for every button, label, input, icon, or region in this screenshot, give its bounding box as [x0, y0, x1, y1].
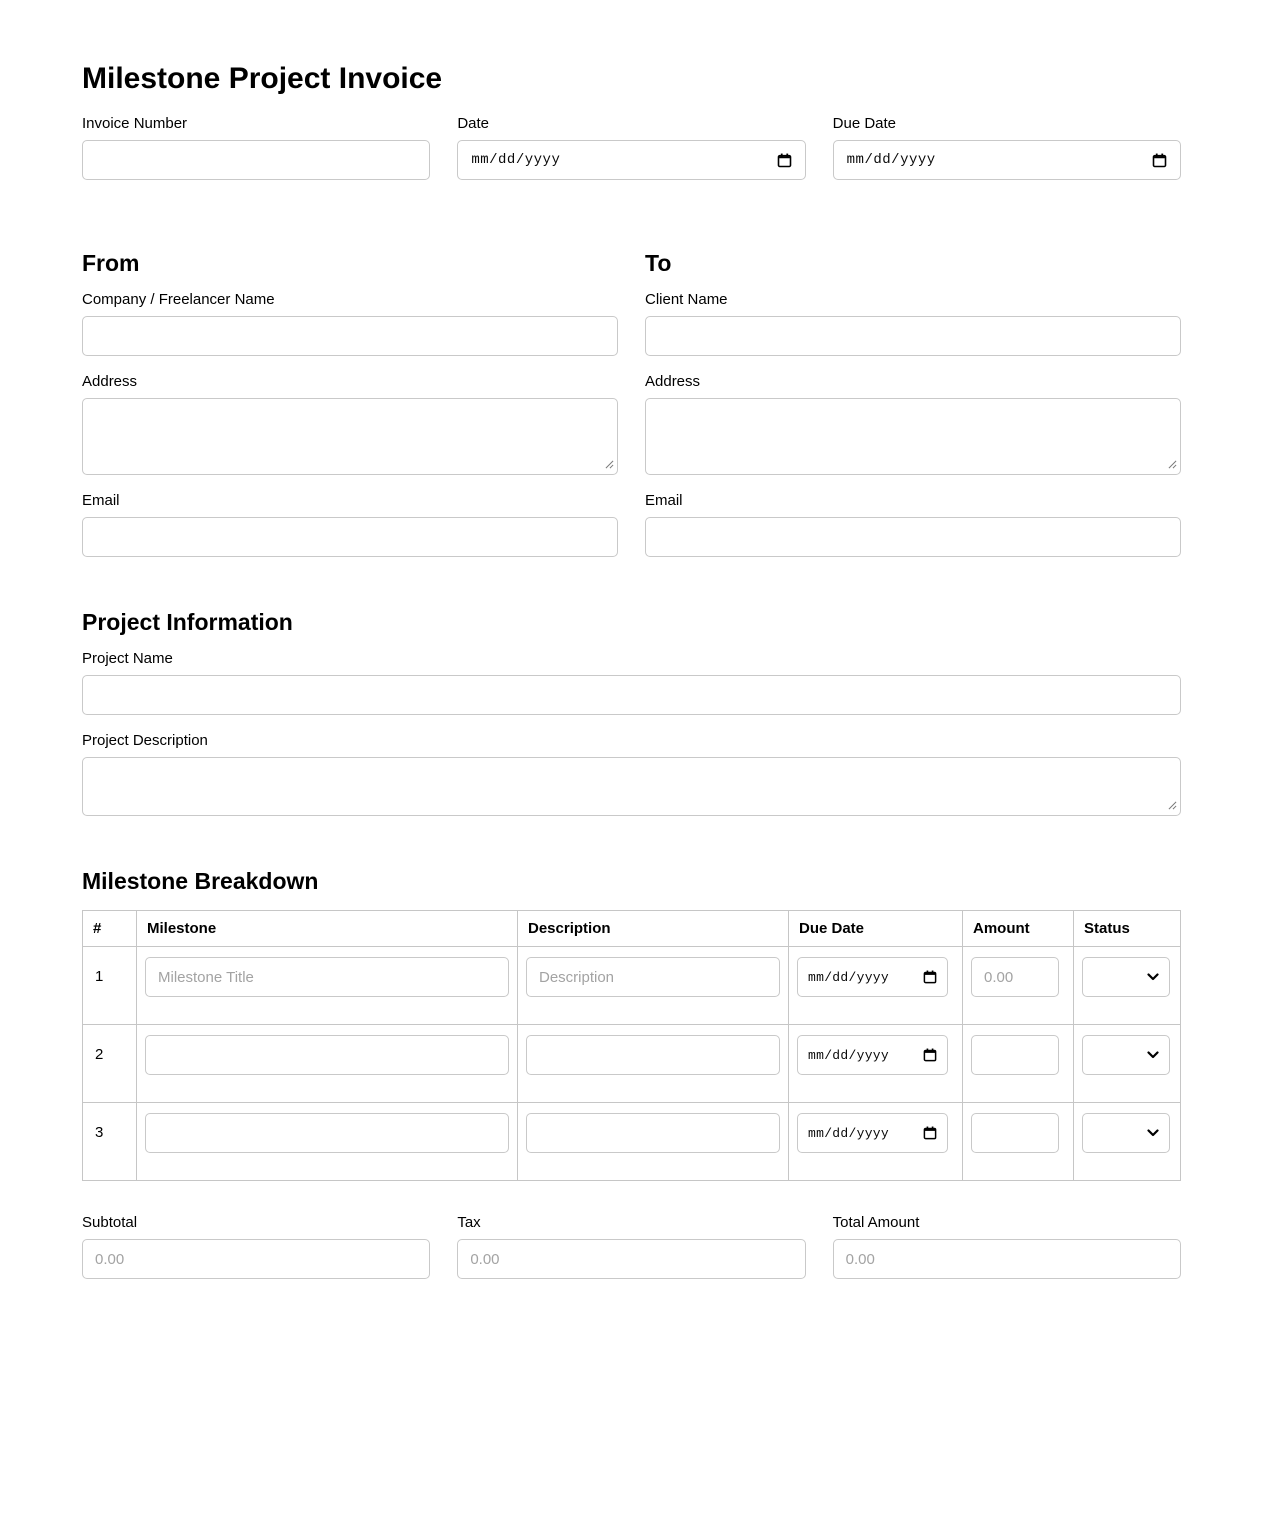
- page-title: Milestone Project Invoice: [82, 62, 443, 95]
- to-address-field-group: [645, 374, 1181, 475]
- milestone-table: [82, 910, 1181, 1181]
- resize-handle-icon[interactable]: [1168, 460, 1177, 469]
- row-number: 1: [83, 947, 137, 1025]
- milestone-status-select-3[interactable]: [1082, 1113, 1170, 1153]
- due-date-label: Due Date: [832, 115, 897, 132]
- column-header-status: Status: [1074, 911, 1181, 947]
- subtotal-field-group: [82, 1215, 430, 1279]
- milestone-row-3: [83, 1103, 1181, 1181]
- milestone-due-date-input-3[interactable]: [797, 1113, 948, 1153]
- row-number: 3: [83, 1103, 137, 1181]
- from-name-input[interactable]: [82, 316, 618, 356]
- column-header-number: #: [83, 911, 137, 947]
- due-date-placeholder-text: mm/dd/yyyy: [808, 1047, 890, 1063]
- from-email-label: Email: [82, 492, 120, 509]
- due-date-placeholder-text: mm/dd/yyyy: [808, 1125, 890, 1141]
- milestone-status-select-2[interactable]: [1082, 1035, 1170, 1075]
- due-date-input[interactable]: [833, 140, 1181, 180]
- project-description-label: Project Description: [82, 732, 208, 749]
- to-email-input[interactable]: [645, 517, 1181, 557]
- due-date-placeholder-text: mm/dd/yyyy: [846, 152, 936, 168]
- tax-field-group: [457, 1215, 805, 1279]
- from-section: [82, 250, 618, 557]
- from-name-field-group: [82, 292, 618, 356]
- to-section: [645, 250, 1181, 557]
- from-heading: From: [82, 250, 140, 276]
- total-amount-label: Total Amount: [832, 1214, 920, 1231]
- to-address-label: Address: [645, 373, 701, 390]
- milestone-description-input-2[interactable]: [526, 1035, 780, 1075]
- resize-handle-icon[interactable]: [605, 460, 614, 469]
- totals-row: [82, 1215, 1181, 1297]
- calendar-icon[interactable]: [923, 1126, 937, 1140]
- project-info-heading: Project Information: [82, 609, 293, 635]
- milestone-description-input-3[interactable]: [526, 1113, 780, 1153]
- milestone-breakdown-section: [82, 868, 1181, 1181]
- parties-row: [82, 250, 1181, 557]
- column-header-due-date: Due Date: [789, 911, 963, 947]
- total-amount-input[interactable]: [833, 1239, 1181, 1279]
- subtotal-input[interactable]: [82, 1239, 430, 1279]
- milestone-amount-input-2[interactable]: [971, 1035, 1059, 1075]
- calendar-icon[interactable]: [1152, 153, 1167, 168]
- project-description-field-group: [82, 733, 1181, 816]
- date-input[interactable]: [457, 140, 805, 180]
- resize-handle-icon[interactable]: [1168, 801, 1177, 810]
- from-name-label: Company / Freelancer Name: [82, 291, 275, 308]
- due-date-field-group: [833, 116, 1181, 198]
- chevron-down-icon: [1147, 1051, 1159, 1059]
- invoice-number-input[interactable]: [82, 140, 430, 180]
- tax-input[interactable]: [457, 1239, 805, 1279]
- total-amount-field-group: [833, 1215, 1181, 1297]
- date-field-group: [457, 116, 805, 180]
- from-address-label: Address: [82, 373, 138, 390]
- from-address-field-group: [82, 374, 618, 475]
- column-header-description: Description: [518, 911, 789, 947]
- milestone-title-input-1[interactable]: [145, 957, 509, 997]
- invoice-number-field-group: [82, 116, 430, 180]
- column-header-amount: Amount: [963, 911, 1074, 947]
- milestone-amount-input-3[interactable]: [971, 1113, 1059, 1153]
- chevron-down-icon: [1147, 973, 1159, 981]
- to-address-textarea[interactable]: [645, 398, 1181, 475]
- from-email-input[interactable]: [82, 517, 618, 557]
- milestone-table-header-row: [83, 911, 1181, 947]
- project-name-label: Project Name: [82, 650, 173, 667]
- calendar-icon[interactable]: [923, 1048, 937, 1062]
- to-email-field-group: [645, 493, 1181, 557]
- row-number: 2: [83, 1025, 137, 1103]
- to-heading: To: [645, 250, 672, 276]
- column-header-milestone: Milestone: [137, 911, 518, 947]
- milestone-amount-input-1[interactable]: [971, 957, 1059, 997]
- date-placeholder-text: mm/dd/yyyy: [471, 152, 561, 168]
- project-name-input[interactable]: [82, 675, 1181, 715]
- client-name-label: Client Name: [645, 291, 728, 308]
- calendar-icon[interactable]: [777, 153, 792, 168]
- milestone-status-select-1[interactable]: [1082, 957, 1170, 997]
- due-date-placeholder-text: mm/dd/yyyy: [808, 969, 890, 985]
- subtotal-label: Subtotal: [82, 1214, 138, 1231]
- milestone-due-date-input-1[interactable]: [797, 957, 948, 997]
- milestone-row-2: [83, 1025, 1181, 1103]
- from-email-field-group: [82, 493, 618, 557]
- from-address-textarea[interactable]: [82, 398, 618, 475]
- invoice-number-label: Invoice Number: [82, 115, 188, 132]
- to-email-label: Email: [645, 492, 683, 509]
- project-name-field-group: [82, 651, 1181, 715]
- project-info-section: [82, 609, 1181, 816]
- invoice-meta-row: [82, 116, 1181, 198]
- client-name-input[interactable]: [645, 316, 1181, 356]
- milestone-title-input-3[interactable]: [145, 1113, 509, 1153]
- tax-label: Tax: [457, 1214, 481, 1231]
- chevron-down-icon: [1147, 1129, 1159, 1137]
- milestone-title-input-2[interactable]: [145, 1035, 509, 1075]
- date-label: Date: [457, 115, 490, 132]
- to-name-field-group: [645, 292, 1181, 356]
- milestone-row-1: [83, 947, 1181, 1025]
- calendar-icon[interactable]: [923, 970, 937, 984]
- milestone-breakdown-heading: Milestone Breakdown: [82, 868, 319, 894]
- milestone-description-input-1[interactable]: [526, 957, 780, 997]
- milestone-due-date-input-2[interactable]: [797, 1035, 948, 1075]
- project-description-textarea[interactable]: [82, 757, 1181, 816]
